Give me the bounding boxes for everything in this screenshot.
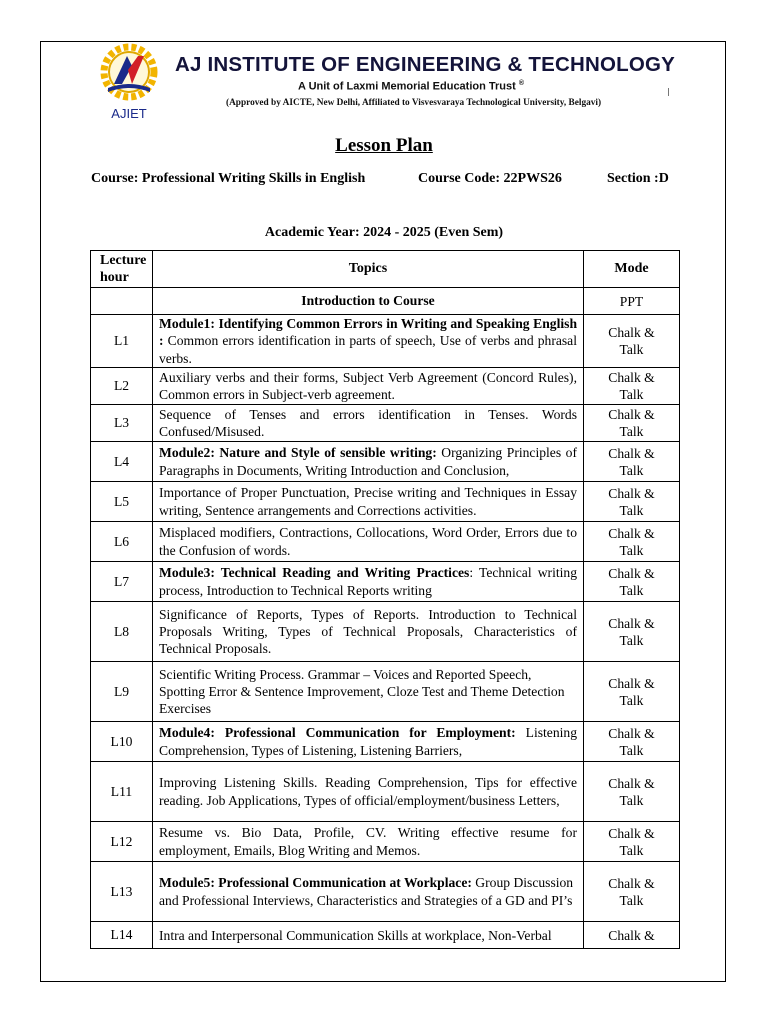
- topic-text: : Technical writing process, Introduction to Technical Reports writing: [159, 565, 577, 598]
- mode-text: Chalk & Talk: [608, 825, 655, 858]
- mode-cell: [584, 522, 680, 562]
- table-row: [91, 922, 680, 949]
- mode-cell: [584, 662, 680, 722]
- mode-text: Chalk & Talk: [608, 485, 655, 518]
- mode-text: Chalk & Talk: [608, 775, 655, 808]
- section: Section :D: [607, 171, 669, 186]
- table-row: [91, 562, 680, 602]
- table-row: [91, 315, 680, 368]
- institution-approval-line: (Approved by AICTE, New Delhi, Affiliated to Visvesvaraya Technological University, Belgavi): [226, 98, 602, 108]
- course-name: Course: Professional Writing Skills in English: [91, 171, 366, 186]
- lecture-hour: L4: [91, 442, 153, 482]
- topic-cell: [153, 522, 584, 562]
- topic-cell: [153, 562, 584, 602]
- topic-text: Importance of Proper Punctuation, Precise writing and Techniques in Essay writing, Sentence arrangements and Corrections activities.: [159, 485, 577, 518]
- topic-cell: [153, 602, 584, 662]
- lecture-hour: L6: [91, 522, 153, 562]
- module-heading: Module2: Nature and Style of sensible writing:: [159, 445, 437, 461]
- topic-cell: [153, 442, 584, 482]
- mode-cell: [584, 862, 680, 922]
- table-row: [91, 762, 680, 822]
- lecture-hour: L1: [91, 315, 153, 368]
- mode-cell: [584, 442, 680, 482]
- intro-hour: [91, 288, 153, 315]
- course-code: Course Code: 22PWS26: [418, 171, 562, 186]
- mode-text: Chalk & Talk: [608, 725, 655, 758]
- header-tick-mark: [668, 88, 669, 96]
- svg-text:AJIET: AJIET: [111, 106, 147, 121]
- mode-text: Chalk & Talk: [608, 407, 655, 440]
- mode-cell: [584, 562, 680, 602]
- ajiet-logo: [94, 42, 164, 124]
- institution-unit-line: A Unit of Laxmi Memorial Education Trust ®: [298, 80, 525, 93]
- topic-cell: [153, 315, 584, 368]
- topic-text: Organizing Principles of Paragraphs in Documents, Writing Introduction and Conclusion,: [159, 445, 578, 478]
- mode-cell: [584, 922, 680, 949]
- mode-cell: [584, 762, 680, 822]
- table-row: [91, 662, 680, 722]
- mode-cell: [584, 482, 680, 522]
- table-row: [91, 522, 680, 562]
- module-heading: Module3: Technical Reading and Writing Practices: [159, 565, 470, 581]
- table-row: [91, 822, 680, 862]
- intro-topic: Introduction to Course: [153, 288, 584, 315]
- mode-text: Chalk & Talk: [608, 525, 655, 558]
- intro-mode: PPT: [584, 288, 680, 315]
- mode-text: Chalk & Talk: [608, 325, 655, 358]
- mode-text: Chalk & Talk: [608, 615, 655, 648]
- topic-text: Sequence of Tenses and errors identification in Tenses. Words Confused/Misused.: [159, 406, 577, 440]
- topic-text: Significance of Reports, Types of Reports. Introduction to Technical Proposals Writing, Types of Technical Proposals, Characteristics of Technical Proposals.: [159, 606, 577, 657]
- lesson-plan-table: [90, 250, 680, 949]
- mode-text: Chalk & Talk: [608, 875, 655, 908]
- module-heading: Module5: Professional Communication at Workplace:: [159, 875, 472, 891]
- topic-cell: [153, 822, 584, 862]
- topic-text: Auxiliary verbs and their forms, Subject Verb Agreement (Concord Rules), Common errors in Subject-verb agreement.: [159, 369, 577, 403]
- header-topics: Topics: [153, 251, 584, 288]
- mode-text: Chalk &: [608, 927, 655, 943]
- module-heading: Module4: Professional Communication for Employment:: [159, 725, 516, 741]
- topic-cell: [153, 722, 584, 762]
- lecture-hour: L8: [91, 602, 153, 662]
- header-mode: Mode: [584, 251, 680, 288]
- table-row: [91, 722, 680, 762]
- lecture-hour: L11: [91, 762, 153, 822]
- mode-text: Chalk & Talk: [608, 370, 655, 403]
- topic-cell: [153, 482, 584, 522]
- lecture-hour: L3: [91, 405, 153, 442]
- academic-year: Academic Year: 2024 - 2025 (Even Sem): [264, 225, 504, 240]
- topic-text: Common errors identification in parts of speech, Use of verbs and phrasal verbs.: [159, 333, 577, 366]
- topic-cell: [153, 368, 584, 405]
- lecture-hour: L7: [91, 562, 153, 602]
- table-row: [91, 602, 680, 662]
- header-lecture-hour: Lecture hour: [91, 251, 153, 288]
- mode-text: Chalk & Talk: [608, 565, 655, 598]
- table-row: [91, 442, 680, 482]
- topic-text: Improving Listening Skills. Reading Comprehension, Tips for effective reading. Job Applications, Types of official/employment/business Letters,: [159, 775, 577, 808]
- topic-text: Scientific Writing Process. Grammar – Voices and Reported Speech, Spotting Error & Sentence Improvement, Cloze Test and Theme Detection Exercises: [159, 666, 565, 717]
- mode-cell: [584, 722, 680, 762]
- topic-text: Group Discussion and Professional Interviews, Characteristics and Strategies of a GD and PI’s: [159, 875, 574, 908]
- lecture-hour: L2: [91, 368, 153, 405]
- table-row: [91, 405, 680, 442]
- mode-text: Chalk & Talk: [608, 675, 655, 708]
- topic-cell: [153, 922, 584, 949]
- mode-cell: [584, 315, 680, 368]
- topic-cell: [153, 662, 584, 722]
- lecture-hour: L14: [91, 922, 153, 949]
- topic-text: Intra and Interpersonal Communication Skills at workplace, Non-Verbal: [159, 927, 552, 943]
- topic-cell: [153, 762, 584, 822]
- mode-text: Chalk & Talk: [608, 445, 655, 478]
- topic-text: Resume vs. Bio Data, Profile, CV. Writing effective resume for employment, Emails, Blog Writing and Memos.: [159, 825, 577, 858]
- table-row: [91, 862, 680, 922]
- topic-cell: [153, 405, 584, 442]
- module-heading: Module1: Identifying Common Errors in Writing and Speaking English :: [159, 316, 577, 349]
- lecture-hour: L10: [91, 722, 153, 762]
- mode-cell: [584, 405, 680, 442]
- mode-cell: [584, 602, 680, 662]
- lecture-hour: L12: [91, 822, 153, 862]
- mode-cell: [584, 822, 680, 862]
- lecture-hour: L5: [91, 482, 153, 522]
- lecture-hour: L9: [91, 662, 153, 722]
- institution-name: AJ INSTITUTE OF ENGINEERING & TECHNOLOGY: [175, 53, 676, 76]
- page-title: Lesson Plan: [335, 135, 433, 156]
- topic-cell: [153, 862, 584, 922]
- topic-text: Listening Comprehension, Types of Listening, Listening Barriers,: [159, 725, 577, 758]
- mode-cell: [584, 368, 680, 405]
- table-row: [91, 368, 680, 405]
- topic-text: Misplaced modifiers, Contractions, Collocations, Word Order, Errors due to the Confusion of words.: [159, 525, 577, 558]
- table-header-row: [91, 251, 680, 288]
- lecture-hour: L13: [91, 862, 153, 922]
- intro-row: [91, 288, 680, 315]
- table-row: [91, 482, 680, 522]
